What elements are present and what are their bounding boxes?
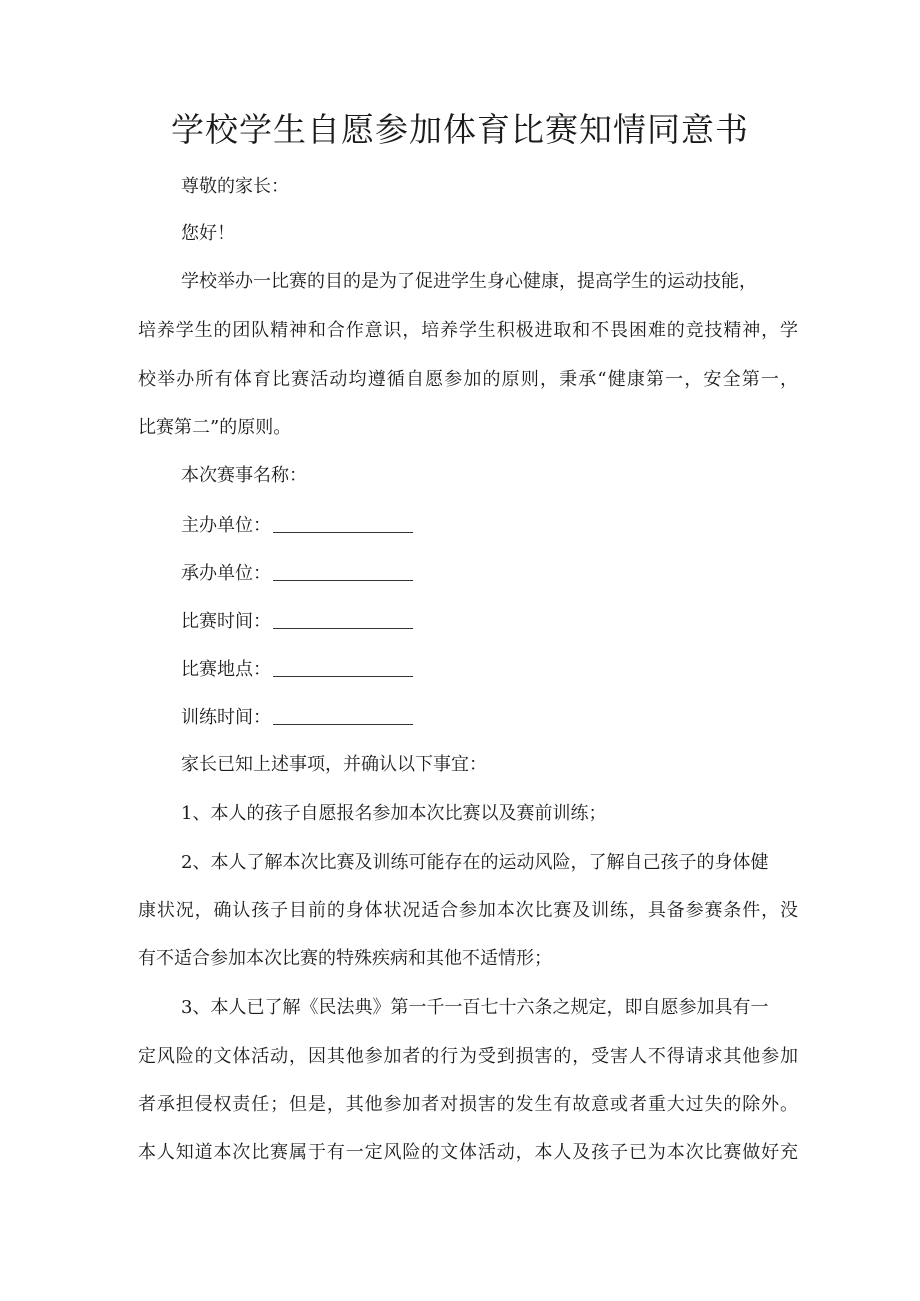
field-match-time — [181, 608, 413, 635]
field-label: 承办单位： — [181, 563, 271, 584]
field-label: 主办单位： — [181, 515, 271, 536]
item-2-line-2: 康状况，确认孩子目前的身体状况适合参加本次比赛及训练，具备参赛条件，没 — [138, 900, 798, 921]
event-name-label: 本次赛事名称： — [181, 465, 307, 486]
field-blank[interactable] — [273, 658, 413, 677]
item-2-line-3: 有不适合参加本次比赛的特殊疾病和其他不适情形； — [138, 948, 552, 969]
item-1: 1、本人的孩子自愿报名参加本次比赛以及赛前训练； — [181, 803, 607, 824]
field-blank[interactable] — [273, 514, 413, 533]
field-training-time — [181, 704, 413, 731]
field-label: 比赛地点： — [181, 659, 271, 680]
field-organizer — [181, 512, 413, 539]
salutation: 尊敬的家长： — [181, 176, 289, 197]
field-blank[interactable] — [273, 706, 413, 725]
field-label: 训练时间： — [181, 707, 271, 728]
field-match-location — [181, 656, 413, 683]
intro-line-3: 校举办所有体育比赛活动均遵循自愿参加的原则，秉承“健康第一，安全第一， — [138, 369, 798, 390]
intro-line-4: 比赛第二”的原则。 — [138, 417, 292, 438]
field-blank[interactable] — [273, 610, 413, 629]
field-label: 比赛时间： — [181, 611, 271, 632]
greeting: 您好！ — [181, 223, 235, 244]
document-title: 学校学生自愿参加体育比赛知情同意书 — [171, 110, 749, 149]
item-3-line-2: 定风险的文体活动，因其他参加者的行为受到损害的，受害人不得请求其他参加 — [138, 1046, 798, 1067]
field-co-organizer — [181, 560, 413, 587]
item-2-line-1: 2、本人了解本次比赛及训练可能存在的运动风险，了解自己孩子的身体健 — [181, 852, 769, 873]
intro-line-1: 学校举办一比赛的目的是为了促进学生身心健康，提高学生的运动技能， — [181, 271, 757, 292]
item-3-line-3: 者承担侵权责任；但是，其他参加者对损害的发生有故意或者重大过失的除外。 — [138, 1094, 798, 1115]
item-3-line-1: 3、本人已了解《民法典》第一千一百七十六条之规定，即自愿参加具有一 — [181, 997, 769, 1018]
intro-line-2: 培养学生的团队精神和合作意识，培养学生积极进取和不畏困难的竞技精神，学 — [138, 320, 798, 341]
item-3-line-4: 本人知道本次比赛属于有一定风险的文体活动，本人及孩子已为本次比赛做好充 — [138, 1142, 798, 1163]
confirm-intro: 家长已知上述事项，并确认以下事宜： — [181, 754, 487, 775]
field-blank[interactable] — [273, 562, 413, 581]
